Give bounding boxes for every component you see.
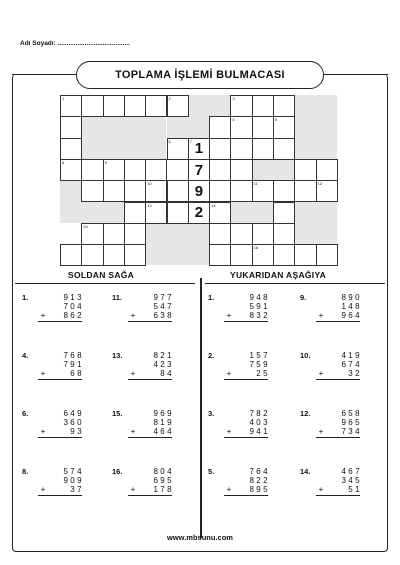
spacer bbox=[224, 360, 234, 369]
problem-number: 3. bbox=[208, 409, 215, 418]
answer-line bbox=[224, 321, 268, 322]
grid-cell[interactable] bbox=[60, 244, 82, 266]
grid-cell[interactable] bbox=[81, 223, 103, 245]
addend: 734 bbox=[341, 427, 362, 436]
addend: 964 bbox=[341, 311, 362, 320]
plus-sign: + bbox=[130, 369, 136, 378]
grid-cell[interactable] bbox=[103, 159, 125, 181]
grid-cell[interactable] bbox=[252, 116, 274, 138]
grid-cell[interactable] bbox=[188, 202, 210, 224]
problem-number: 12. bbox=[300, 409, 311, 418]
shaded-block bbox=[81, 202, 124, 223]
shaded-block bbox=[145, 223, 209, 266]
shaded-block bbox=[294, 95, 337, 116]
grid-cell[interactable] bbox=[188, 159, 210, 181]
addend: 403 bbox=[249, 418, 270, 427]
answer-line bbox=[316, 379, 360, 380]
spacer bbox=[38, 360, 48, 369]
problem-number: 8. bbox=[22, 467, 29, 476]
addend: 791 bbox=[63, 360, 84, 369]
spacer bbox=[224, 293, 234, 302]
grid-cell[interactable] bbox=[230, 223, 252, 245]
grid-cell[interactable] bbox=[230, 180, 252, 202]
answer-line bbox=[316, 321, 360, 322]
given-digit: 2 bbox=[194, 204, 204, 222]
addend: 157 bbox=[249, 351, 270, 360]
plus-sign: + bbox=[318, 427, 324, 436]
clue-number: 4 bbox=[232, 117, 235, 123]
grid-cell[interactable] bbox=[188, 180, 210, 202]
plus-sign: + bbox=[130, 427, 136, 436]
grid-cell[interactable] bbox=[230, 95, 252, 117]
grid-cell[interactable] bbox=[252, 223, 274, 245]
page-title: TOPLAMA İŞLEMİ BULMACASI bbox=[76, 61, 324, 89]
addend: 178 bbox=[153, 485, 174, 494]
addend: 759 bbox=[249, 360, 270, 369]
grid-cell[interactable] bbox=[209, 223, 231, 245]
clue-number: 2 bbox=[168, 96, 171, 101]
grid-cell[interactable] bbox=[209, 244, 231, 266]
grid-cell[interactable] bbox=[188, 138, 210, 160]
plus-sign: + bbox=[226, 485, 232, 494]
grid-cell[interactable] bbox=[209, 180, 231, 202]
grid-cell[interactable] bbox=[103, 223, 125, 245]
grid-cell[interactable] bbox=[60, 138, 82, 160]
grid-cell[interactable] bbox=[60, 95, 82, 117]
plus-sign: + bbox=[40, 369, 46, 378]
grid-cell[interactable] bbox=[145, 159, 167, 181]
grid-cell[interactable] bbox=[167, 202, 189, 224]
problem-number: 4. bbox=[22, 351, 29, 360]
spacer bbox=[224, 351, 234, 360]
addend: 674 bbox=[341, 360, 362, 369]
spacer bbox=[128, 418, 138, 427]
clue-number: 14 bbox=[211, 202, 216, 208]
addend: 695 bbox=[153, 476, 174, 485]
addend: 51 bbox=[348, 485, 362, 494]
clue-number: 8 bbox=[62, 159, 65, 165]
plus-sign: + bbox=[226, 427, 232, 436]
problem-number: 1. bbox=[22, 293, 29, 302]
frame-top-left bbox=[12, 74, 76, 75]
addend: 658 bbox=[341, 409, 362, 418]
plus-sign: + bbox=[226, 369, 232, 378]
answer-line bbox=[128, 437, 172, 438]
grid-cell[interactable] bbox=[316, 180, 338, 202]
addend: 977 bbox=[153, 293, 174, 302]
clue-number: 7 bbox=[189, 138, 193, 144]
answer-line bbox=[224, 495, 268, 496]
shaded-block bbox=[230, 202, 273, 223]
addend: 32 bbox=[348, 369, 362, 378]
problem-number: 1. bbox=[208, 293, 215, 302]
plus-sign: + bbox=[40, 485, 46, 494]
grid-cell[interactable] bbox=[167, 138, 189, 160]
grid-cell[interactable] bbox=[273, 138, 295, 160]
name-line: Adı Soyadı: ........................................ bbox=[20, 40, 130, 47]
answer-line bbox=[316, 437, 360, 438]
addend: 782 bbox=[249, 409, 270, 418]
problem-number: 10. bbox=[300, 351, 311, 360]
addend: 862 bbox=[63, 311, 84, 320]
given-digit: 7 bbox=[194, 161, 204, 179]
spacer bbox=[38, 476, 48, 485]
frame-top-right bbox=[324, 74, 388, 75]
answer-line bbox=[38, 437, 82, 438]
clue-number: 15 bbox=[83, 223, 88, 229]
spacer bbox=[128, 467, 138, 476]
addend: 821 bbox=[153, 351, 174, 360]
grid-cell[interactable] bbox=[81, 159, 103, 181]
addend: 832 bbox=[249, 311, 270, 320]
grid-cell[interactable] bbox=[103, 95, 125, 117]
problem-number: 6. bbox=[22, 409, 29, 418]
plus-sign: + bbox=[318, 485, 324, 494]
plus-sign: + bbox=[318, 369, 324, 378]
addend: 764 bbox=[249, 467, 270, 476]
clue-number: 5 bbox=[275, 117, 278, 123]
clue-number: 13 bbox=[147, 202, 152, 208]
addend: 84 bbox=[160, 369, 174, 378]
clue-number: 10 bbox=[147, 181, 152, 187]
grid-cell[interactable] bbox=[294, 180, 316, 202]
shaded-block bbox=[81, 116, 166, 159]
given-digit: 1 bbox=[194, 140, 204, 158]
spacer bbox=[316, 293, 326, 302]
grid-cell[interactable] bbox=[209, 116, 231, 138]
shaded-block bbox=[60, 180, 81, 223]
section-left-heading: SOLDAN SAĞA bbox=[68, 270, 135, 280]
answer-line bbox=[38, 321, 82, 322]
grid-cell[interactable] bbox=[230, 244, 252, 266]
addend: 464 bbox=[153, 427, 174, 436]
addend: 638 bbox=[153, 311, 174, 320]
right-rule bbox=[205, 283, 385, 284]
spacer bbox=[128, 293, 138, 302]
answer-line bbox=[224, 437, 268, 438]
grid-cell[interactable] bbox=[230, 159, 252, 181]
addend: 965 bbox=[341, 418, 362, 427]
spacer bbox=[128, 360, 138, 369]
grid-cell[interactable] bbox=[209, 138, 231, 160]
grid-cell[interactable] bbox=[252, 95, 274, 117]
addend: 804 bbox=[153, 467, 174, 476]
grid-cell[interactable] bbox=[167, 180, 189, 202]
addend: 969 bbox=[153, 409, 174, 418]
addend: 423 bbox=[153, 360, 174, 369]
grid-cell[interactable] bbox=[124, 159, 146, 181]
addend: 649 bbox=[63, 409, 84, 418]
grid-cell[interactable] bbox=[273, 95, 295, 117]
addend: 822 bbox=[249, 476, 270, 485]
addend: 148 bbox=[341, 302, 362, 311]
addend: 819 bbox=[153, 418, 174, 427]
grid-cell[interactable] bbox=[103, 244, 125, 266]
grid-cell[interactable] bbox=[294, 244, 316, 266]
plus-sign: + bbox=[226, 311, 232, 320]
problem-number: 13. bbox=[112, 351, 123, 360]
plus-sign: + bbox=[130, 485, 136, 494]
problem-number: 9. bbox=[300, 293, 307, 302]
addend: 360 bbox=[63, 418, 84, 427]
answer-line bbox=[128, 495, 172, 496]
grid-cell[interactable] bbox=[252, 138, 274, 160]
left-rule bbox=[15, 283, 195, 284]
spacer bbox=[38, 467, 48, 476]
spacer bbox=[128, 476, 138, 485]
grid-cell[interactable] bbox=[273, 202, 295, 224]
clue-number: 16 bbox=[253, 245, 259, 251]
grid-cell[interactable] bbox=[81, 95, 103, 117]
spacer bbox=[38, 351, 48, 360]
answer-line bbox=[38, 495, 82, 496]
given-digit: 9 bbox=[194, 182, 204, 200]
clue-number: 3 bbox=[232, 96, 235, 101]
spacer bbox=[38, 418, 48, 427]
spacer bbox=[316, 476, 326, 485]
crossword-grid bbox=[60, 95, 337, 270]
grid-cell[interactable] bbox=[273, 180, 295, 202]
problem-number: 2. bbox=[208, 351, 215, 360]
answer-line bbox=[128, 379, 172, 380]
plus-sign: + bbox=[40, 311, 46, 320]
spacer bbox=[38, 409, 48, 418]
addend: 913 bbox=[63, 293, 84, 302]
footer-url: www.mbsunu.com bbox=[167, 533, 233, 542]
grid-cell[interactable] bbox=[294, 159, 316, 181]
clue-number: 9 bbox=[104, 159, 107, 165]
grid-cell[interactable] bbox=[124, 180, 146, 202]
spacer bbox=[224, 409, 234, 418]
addend: 948 bbox=[249, 293, 270, 302]
answer-line bbox=[128, 321, 172, 322]
addend: 37 bbox=[70, 485, 84, 494]
grid-cell[interactable] bbox=[60, 159, 82, 181]
addend: 574 bbox=[63, 467, 84, 476]
grid-cell[interactable] bbox=[252, 244, 274, 266]
spacer bbox=[128, 409, 138, 418]
addend: 768 bbox=[63, 351, 84, 360]
grid-cell[interactable] bbox=[124, 202, 146, 224]
spacer bbox=[128, 302, 138, 311]
grid-cell[interactable] bbox=[145, 180, 167, 202]
spacer bbox=[38, 302, 48, 311]
addend: 704 bbox=[63, 302, 84, 311]
spacer bbox=[128, 351, 138, 360]
grid-cell[interactable] bbox=[124, 223, 146, 245]
plus-sign: + bbox=[40, 427, 46, 436]
answer-line bbox=[38, 379, 82, 380]
problem-number: 15. bbox=[112, 409, 123, 418]
grid-cell[interactable] bbox=[209, 159, 231, 181]
spacer bbox=[224, 467, 234, 476]
grid-cell[interactable] bbox=[273, 244, 295, 266]
addend: 68 bbox=[70, 369, 84, 378]
answer-line bbox=[224, 379, 268, 380]
grid-cell[interactable] bbox=[230, 116, 252, 138]
grid-cell[interactable] bbox=[145, 202, 167, 224]
grid-cell[interactable] bbox=[103, 180, 125, 202]
addend: 547 bbox=[153, 302, 174, 311]
grid-cell[interactable] bbox=[124, 95, 146, 117]
spacer bbox=[316, 351, 326, 360]
grid-cell[interactable] bbox=[60, 116, 82, 138]
grid-cell[interactable] bbox=[273, 116, 295, 138]
grid-cell[interactable] bbox=[230, 138, 252, 160]
problem-number: 16. bbox=[112, 467, 123, 476]
grid-cell[interactable] bbox=[273, 223, 295, 245]
addend: 345 bbox=[341, 476, 362, 485]
spacer bbox=[316, 302, 326, 311]
section-right-heading: YUKARIDAN AŞAĞIYA bbox=[230, 270, 327, 280]
addend: 25 bbox=[256, 369, 270, 378]
problem-number: 5. bbox=[208, 467, 215, 476]
problem-number: 11. bbox=[112, 293, 123, 302]
spacer bbox=[316, 409, 326, 418]
spacer bbox=[316, 418, 326, 427]
addend: 895 bbox=[249, 485, 270, 494]
spacer bbox=[224, 418, 234, 427]
answer-line bbox=[316, 495, 360, 496]
grid-cell[interactable] bbox=[316, 159, 338, 181]
addend: 467 bbox=[341, 467, 362, 476]
grid-cell[interactable] bbox=[316, 244, 338, 266]
spacer bbox=[38, 293, 48, 302]
clue-number: 11 bbox=[253, 181, 258, 187]
addend: 890 bbox=[341, 293, 362, 302]
grid-cell[interactable] bbox=[252, 180, 274, 202]
column-divider bbox=[200, 278, 202, 538]
addend: 909 bbox=[63, 476, 84, 485]
addend: 591 bbox=[249, 302, 270, 311]
grid-cell[interactable] bbox=[167, 95, 189, 117]
spacer bbox=[316, 360, 326, 369]
grid-cell[interactable] bbox=[145, 95, 167, 117]
grid-cell[interactable] bbox=[209, 202, 231, 224]
clue-number: 12 bbox=[317, 181, 323, 187]
plus-sign: + bbox=[130, 311, 136, 320]
clue-number: 1 bbox=[62, 96, 65, 101]
grid-cell[interactable] bbox=[124, 244, 146, 266]
clue-number: 6 bbox=[168, 138, 171, 144]
addend: 419 bbox=[341, 351, 362, 360]
grid-cell[interactable] bbox=[81, 244, 103, 266]
spacer bbox=[224, 476, 234, 485]
plus-sign: + bbox=[318, 311, 324, 320]
spacer bbox=[224, 302, 234, 311]
addend: 941 bbox=[249, 427, 270, 436]
grid-cell[interactable] bbox=[81, 180, 103, 202]
addend: 93 bbox=[70, 427, 84, 436]
spacer bbox=[316, 467, 326, 476]
problem-number: 14. bbox=[300, 467, 311, 476]
